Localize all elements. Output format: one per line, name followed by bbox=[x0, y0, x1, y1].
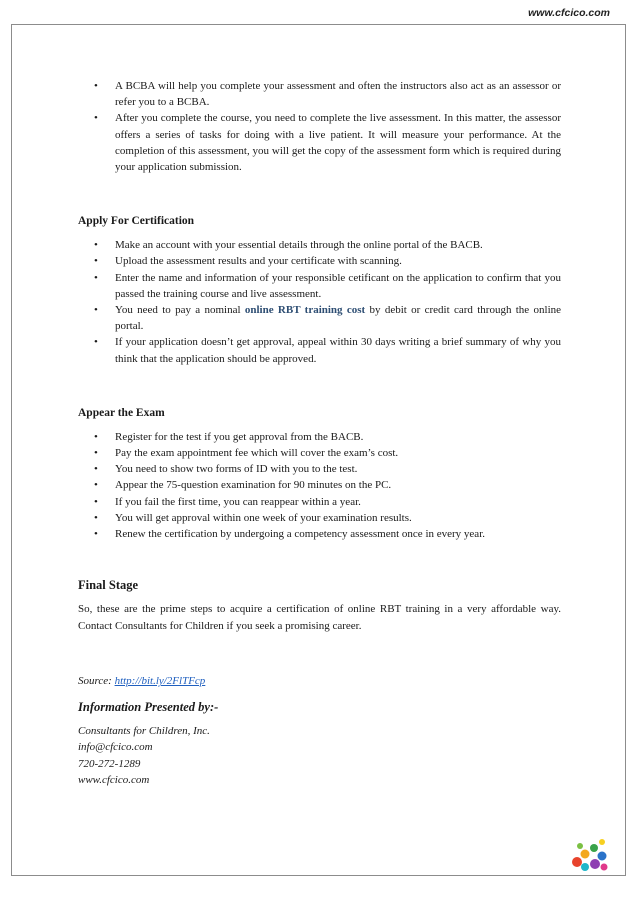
intro-bullet-list bbox=[78, 78, 561, 175]
info-website[interactable]: www.cfcico.com bbox=[78, 774, 150, 787]
list-item bbox=[78, 302, 561, 334]
section-heading-exam: Appear the Exam bbox=[78, 406, 165, 419]
apply-bullet-list bbox=[78, 237, 561, 367]
info-phone: 720-272-1289 bbox=[78, 757, 141, 770]
list-item: • A BCBA will help you complete your assessment and often the instructors also act as an assessor or refer you to a BCBA. bbox=[78, 78, 561, 110]
header-url[interactable]: www.cfcico.com bbox=[528, 7, 610, 19]
section-heading-final: Final Stage bbox=[78, 578, 139, 593]
info-title: Information Presented by:- bbox=[78, 699, 219, 714]
list-item: • Upload the assessment results and your certificate with scanning. bbox=[78, 253, 561, 269]
list-item-text: by debit or credit card through the online portal. bbox=[115, 304, 562, 333]
info-email[interactable]: info@cfcico.com bbox=[78, 741, 153, 754]
list-item: • Appear the 75-question examination for 90 minutes on the PC. bbox=[78, 477, 561, 493]
list-item: • If you fail the first time, you can reappear within a year. bbox=[78, 494, 561, 510]
list-item: • Pay the exam appointment fee which will cover the exam’s cost. bbox=[78, 445, 561, 461]
list-item: • Renew the certification by undergoing a competency assessment once in every year. bbox=[78, 526, 561, 542]
section-heading-apply: Apply For Certification bbox=[78, 215, 195, 228]
company-logo-icon bbox=[568, 834, 612, 876]
rbt-cost-link[interactable]: online RBT training cost bbox=[244, 304, 366, 317]
source-label: Source: bbox=[78, 675, 115, 688]
exam-bullet-list bbox=[78, 429, 561, 542]
list-item: • You will get approval within one week of your examination results. bbox=[78, 510, 561, 526]
list-item: • Enter the name and information of your responsible cetificant on the application to confirm that you passed the training course and live assessment. bbox=[78, 270, 561, 302]
list-item: • If your application doesn’t get approval, appeal within 30 days writing a brief summary of why you think that the application should be approved. bbox=[78, 334, 561, 366]
list-item: • You need to show two forms of ID with you to the test. bbox=[78, 461, 561, 477]
info-company: Consultants for Children, Inc. bbox=[78, 724, 210, 737]
source-line bbox=[78, 673, 561, 690]
document-content bbox=[78, 78, 561, 789]
final-paragraph: So, these are the prime steps to acquire a certification of online RBT training in a very affordable way. Contact Consultants for Children if you seek a promising career. bbox=[78, 603, 561, 633]
list-item: • Make an account with your essential details through the online portal of the BACB. bbox=[78, 237, 561, 253]
source-link[interactable]: http://bit.ly/2FlTFcp bbox=[114, 675, 206, 688]
list-item-text: You need to pay a nominal bbox=[115, 304, 245, 317]
list-item: • Register for the test if you get approval from the BACB. bbox=[78, 429, 561, 445]
list-item: • After you complete the course, you need to complete the live assessment. In this matter, the assessor offers a series of tasks for doing with a live patient. It will measure your performance. At the completion of this assessment, you will get the copy of the assessment form which is required during your application submission. bbox=[78, 110, 561, 175]
